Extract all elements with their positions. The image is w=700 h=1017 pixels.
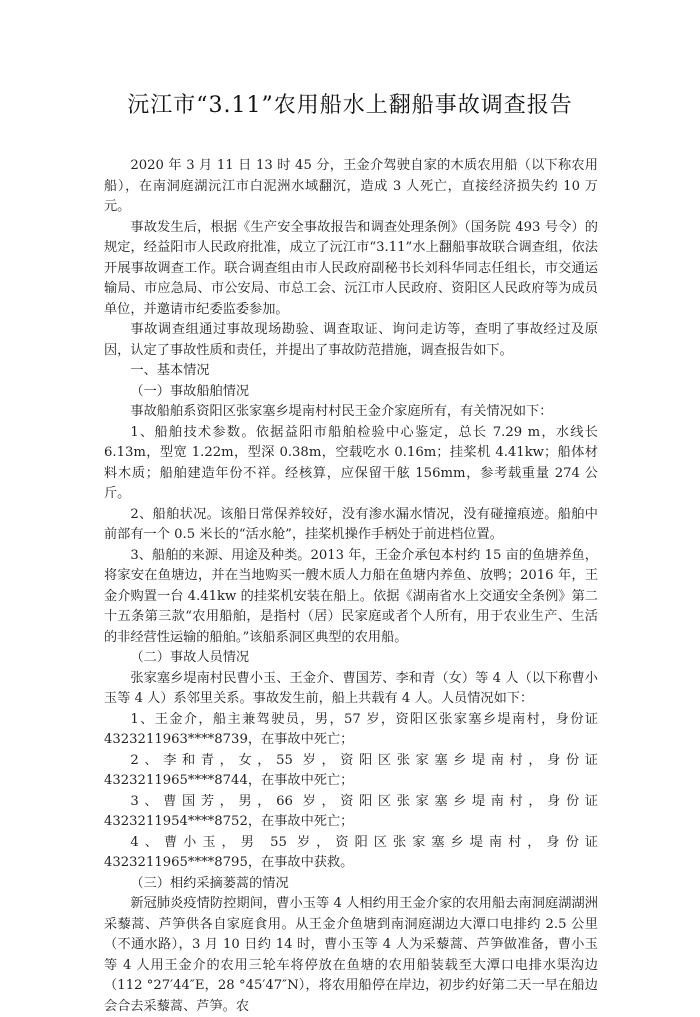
paragraph-vessel-condition: 2、船舶状况。该船日常保养较好，没有渗水漏水情况，没有碰撞痕迹。船舶中前部有一个 0.5 米长的“活水舱”，挂桨机操作手柄处于前进档位置。 [104, 506, 598, 542]
subsection-heading-vessel: （一）事故船舶情况 [130, 383, 250, 399]
paragraph-vessel-owner: 事故船舶系资阳区张家塞乡堤南村村民王金介家庭所有，有关情况如下： [130, 404, 553, 419]
document-title: 沅江市“3.11”农用船水上翻船事故调查报告 [127, 93, 573, 118]
list-item: 3、曹国芳，男，66 岁，资阳区张家塞乡堤南村，身份证 4323211954****8752，在事故中死亡； [104, 793, 598, 829]
paragraph-vessel-specs: 1、船舶技术参数。依据益阳市船舶检验中心鉴定，总长 7.29 m，水线长 6.13m，型宽 1.22m，型深 0.38m，空载吃水 0.16m；挂桨机 4.41kw；船体材料木质；船舶建造年份不祥。经核算，应保留干舷 156mm，参考载重量 274 公斤。 [104, 424, 598, 501]
list-item: 2、李和青，女，55 岁，资阳区张家塞乡堤南村，身份证 4323211965****8744，在事故中死亡； [104, 752, 598, 788]
paragraph-summary: 2020 年 3 月 11 日 13 时 45 分，王金介驾驶自家的木质农用船（以下称农用船），在南洞庭湖沅江市白泥洲水域翻沉，造成 3 人死亡，直接经济损失约 10 万元。 [104, 158, 598, 214]
paragraph-investigation-setup: 事故发生后，根据《生产安全事故报告和调查处理条例》（国务院 493 号令）的规定，经益阳市人民政府批准，成立了沅江市“3.11”水上翻船事故联合调查组，依法开展事故调查工作。联合调查组由市人民政府副秘书长刘科华同志任组长，市交通运输局、市应急局、市公安局、市总工会、沅江市人民政府、资阳区人民政府等为成员单位，并邀请市纪委监委参加。 [104, 219, 598, 317]
paragraph-persons-intro: 张家塞乡堤南村民曹小玉、王金介、曹国芳、李和青（女）等 4 人（以下称曹小玉等 4 人）系邻里关系。事故发生前，船上共载有 4 人。人员情况如下： [104, 670, 598, 706]
list-item: 4、曹小玉，男 55 岁，资阳区张家塞乡堤南村，身份证 4323211965****8795，在事故中获救。 [104, 834, 598, 870]
subsection-heading-persons: （二）事故人员情况 [130, 650, 250, 665]
paragraph-vessel-origin: 3、船舶的来源、用途及种类。2013 年，王金介承包本村约 15 亩的鱼塘养鱼，将家安在鱼塘边，并在当地购买一艘木质人力船在鱼塘内养鱼、放鸭；2016 年，王金介购置一台 4.41kw 的挂桨机安装在船上。依据《湖南省水上交通安全条例》第二十五条第三款“农用船舶，是指村（居）民家庭或者个人所有，用于农业生产、生活的非经营性运输的船舶。”该船系洞区典型的农用船。 [104, 547, 598, 645]
paragraph-trip-details: 新冠肺炎疫情防控期间，曹小玉等 4 人相约用王金介家的农用船去南洞庭湖湖洲采藜蒿、芦笋供各自家庭食用。从王金介鱼塘到南洞庭湖边大潭口电排约 2.5 公里（不通水路），3 月 10 日约 14 时，曹小玉等 4 人为采藜蒿、芦笋做准备，曹小玉等 4 人用王金介的农用三轮车将停放在鱼塘的农用船装载至大潭口电排水渠沟边（112 °27′44″E，28 °45′47″N），将农用船停在岸边，初步约好第二天一早在船边会合去采藜蒿、芦笋。农 [104, 896, 598, 1014]
list-item: 1、王金介，船主兼驾驶员，男，57 岁，资阳区张家塞乡堤南村，身份证 4323211963****8739，在事故中死亡； [104, 711, 598, 747]
section-heading-basic-info: 一、基本情况 [130, 363, 210, 378]
document-body [104, 156, 598, 1017]
paragraph-report-intro: 事故调查组通过事故现场勘验、调查取证、询问走访等，查明了事故经过及原因，认定了事故性质和责任，并提出了事故防范措施，调查报告如下。 [104, 322, 598, 358]
subsection-heading-trip: （三）相约采摘蒌蒿的情况 [130, 875, 289, 891]
